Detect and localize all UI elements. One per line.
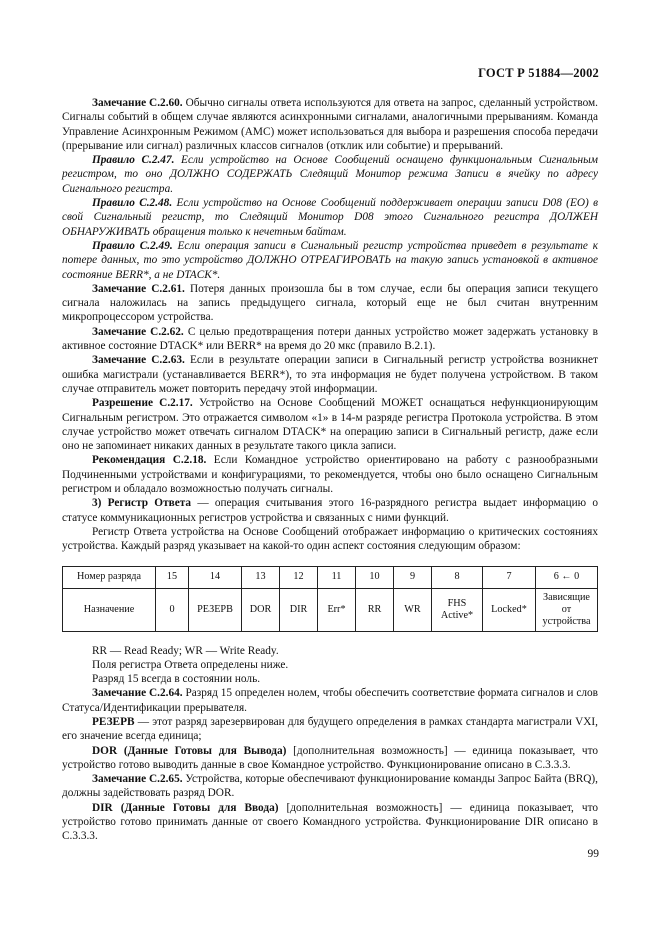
table-cell: Номер разряда: [63, 566, 156, 588]
reserve-def: [62, 715, 598, 744]
table-cell: Locked*: [483, 588, 536, 631]
note-c-2-63: [62, 353, 598, 396]
table-cell: DOR: [242, 588, 280, 631]
response-register-intro: Регистр Ответа устройства на Основе Сообщений отображает информацию о критических состояниях устройства. Каждый разряд указывает на какой-то один аспект состояния следующим образом:: [62, 525, 598, 553]
paragraph-text: [дополнительная возможность] — единица показывает, что устройство готово выводить данные в свое Командное устройство. Функционирование описано в С.3.3.3.: [62, 744, 599, 771]
field-label: DOR (Данные Готовы для Вывода): [92, 744, 287, 757]
rule-c-2-49: [62, 239, 598, 282]
paragraph-text: С целью предотвращения потери данных устройство может задержать установку в активное состояние DTACK* или BERR* на время до 20 мкс (правило В.2.1).: [62, 325, 598, 353]
table-cell: Err*: [318, 588, 356, 631]
recommendation-label: Рекомендация С.2.18.: [92, 454, 207, 467]
rule-c-2-47: [62, 153, 598, 196]
table-cell: 7: [483, 566, 536, 588]
fields-defined-line: Поля регистра Ответа определены ниже.: [92, 658, 289, 671]
paragraph-text: Если в результате операции записи в Сигнальный регистр устройства возникнет ошибка магистрали (устанавливается BERR*), то эта информация не будет получена устройством. В таком случае отправитель может повторить передачу этой информации.: [62, 354, 598, 395]
recommendation-c-2-18: [62, 453, 598, 496]
table-cell: RR: [356, 588, 394, 631]
paragraph-text: Если устройство на Основе Сообщений оснащено функциональным Сигнальным регистром, то оно ДОЛЖНО СОДЕРЖАТЬ Следящий Монитор режима Записи в ячейку по адресу Сигнального регистра.: [62, 154, 598, 195]
table-row: [63, 588, 598, 631]
table-cell: FHS Active*: [432, 588, 483, 631]
table-cell: РЕЗЕРВ: [189, 588, 242, 631]
rule-label: Правило С.2.49.: [92, 239, 173, 252]
dor-def: [62, 744, 598, 773]
note-label: Замечание С.2.61.: [92, 282, 185, 295]
table-cell: 13: [242, 566, 280, 588]
note-c-2-60: [62, 96, 598, 153]
paragraph-text: Устройства, которые обеспечивают функционирование команды Запрос Байта (BRQ), должны задействовать разряд DOR.: [62, 773, 598, 800]
field-label: РЕЗЕРВ: [92, 715, 135, 728]
document-body: [62, 96, 598, 844]
note-c-2-62: [62, 325, 598, 354]
table-cell: 8: [432, 566, 483, 588]
table-cell: Назначение: [63, 588, 156, 631]
standard-header: ГОСТ Р 51884—2002: [478, 66, 599, 80]
table-cell: 12: [280, 566, 318, 588]
paragraph-text: [дополнительная возможность] — единица показывает, что устройство готово принимать данные от своего Командного устройства. Функционирование DIR описано в С.3.3.3.: [62, 801, 599, 843]
rule-label: Правило С.2.48.: [92, 197, 173, 210]
rule-c-2-48: [62, 196, 598, 239]
table-row: [63, 566, 598, 588]
dir-def: [62, 801, 598, 844]
table-cell: WR: [394, 588, 432, 631]
note-label: Замечание С.2.63.: [92, 354, 185, 367]
table-cell: 0: [156, 588, 189, 631]
paragraph-text: — этот разряд зарезервирован для будущего определения в рамках стандарта магистрали VXI, его значение всегда единица;: [62, 715, 598, 743]
note-c-2-64: [62, 686, 598, 715]
rule-label: Правило С.2.47.: [92, 154, 175, 167]
response-register-table: [62, 566, 598, 632]
note-c-2-65: [62, 772, 598, 801]
paragraph-text: Обычно сигналы ответа используются для ответа на запрос, сделанный устройством. Сигналы событий в общем случае являются асинхронными сигналами, аналогичными прерываниям. Команда Управление Асинхронным Режимом (АМС) может использоваться для выбора и разрешения способа передачи (прерывание или сигнал) различных классов сигналов (отклик или событие) и прерываний.: [62, 97, 598, 152]
rr-wr-legend: RR — Read Ready; WR — Write Ready.: [92, 644, 279, 657]
permission-c-2-17: [62, 396, 598, 453]
section-label: 3) Регистр Ответа: [92, 497, 192, 510]
paragraph-text: Если устройство на Основе Сообщений поддерживает операции записи D08 (EO) в свой Сигнальный регистр, то Следящий Монитор D08 этого Сигнального регистра ДОЛЖЕН ОБНАРУЖИВАТЬ обращения только к нечетным байтам.: [62, 197, 598, 238]
permission-label: Разрешение С.2.17.: [92, 397, 193, 410]
table-cell: 6 ← 0: [536, 566, 598, 588]
paragraph-text: Если Командное устройство ориентировано на работу с разнообразными Подчиненными устройствами и конфигурациями, то рекомендуется, чтобы оно было оснащено Сигнальным регистром и обладало возможностью получать сигналы.: [62, 454, 598, 496]
paragraph-text: Устройство на Основе Сообщений МОЖЕТ оснащаться нефункционирующим Сигнальным регистром. Это отражается символом «1» в 14-м разряде регистра Протокола устройства. В этом случае устройство может отвечать сигналом DTACK* на операцию записи в Сигнальный регистр, даже если оно не запоминает никаких данных в результате такого цикла записи.: [62, 397, 598, 453]
table-cell: 11: [318, 566, 356, 588]
table-cell: 9: [394, 566, 432, 588]
page-number: 99: [587, 848, 599, 860]
table-cell: 10: [356, 566, 394, 588]
table-cell: DIR: [280, 588, 318, 631]
paragraph-text: Разряд 15 определен нолем, чтобы обеспечить соответствие формата сигналов и слов Статуса/Идентификации прерывателя.: [62, 687, 598, 714]
field-label: DIR (Данные Готовы для Ввода): [92, 801, 279, 814]
table-cell: 14: [189, 566, 242, 588]
bit15-line: Разряд 15 всегда в состоянии ноль.: [92, 673, 261, 686]
note-label: Замечание С.2.65.: [92, 773, 183, 786]
table-cell: Зависящие от устройства: [536, 588, 598, 631]
paragraph-text: Потеря данных произошла бы в том случае, если бы операция записи текущего сигнала наложилась на запись предыдущего сигнала, который еще не был считан внутренним микропроцессором устройства.: [62, 282, 598, 324]
note-label: Замечание С.2.60.: [92, 97, 183, 109]
paragraph-text: — операция считывания этого 16-разрядного регистра выдает информацию о статусе коммуникационных регистров устройства и связанных с ними функций.: [62, 497, 599, 524]
table-cell: 15: [156, 566, 189, 588]
note-c-2-61: [62, 282, 598, 325]
note-label: Замечание С.2.64.: [92, 687, 183, 700]
paragraph-text: Если операция записи в Сигнальный регистр устройства приведет в результате к потере данных, то это устройство ДОЛЖНО ОТРЕАГИРОВАТЬ на такую запись установкой в активное состояние BERR*, а не DTACK*.: [62, 239, 598, 281]
note-label: Замечание С.2.62.: [92, 325, 184, 338]
response-register-def: [62, 496, 598, 525]
